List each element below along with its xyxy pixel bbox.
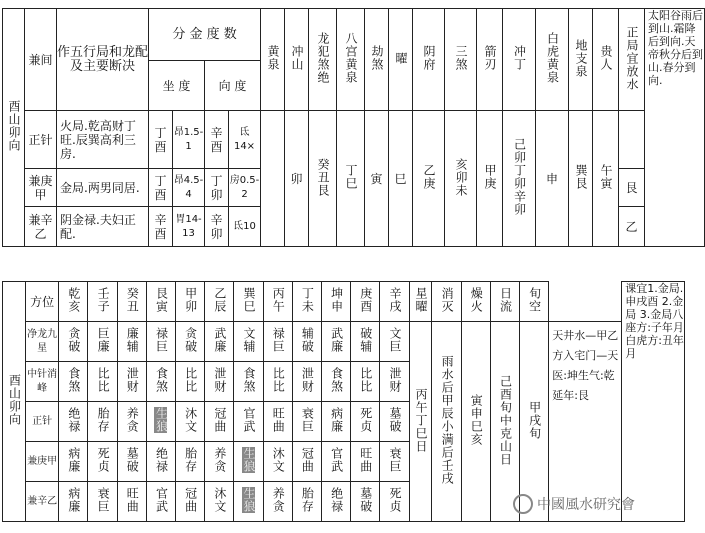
grid-cell: 死贞: [88, 442, 117, 482]
merged-huangquan: [261, 111, 285, 247]
grid-cell: 墓破: [117, 442, 146, 482]
grid-cell: 胎存: [88, 402, 117, 442]
watermark-text: 中國風水研究會: [537, 497, 635, 513]
row-xiangdu: 氐14×: [229, 111, 261, 169]
merged-xiaomie: 雨水后甲辰小满后壬戌: [432, 322, 461, 522]
row-jian: 正针: [25, 111, 57, 169]
grid-cell: 泄财: [205, 362, 234, 402]
header-xingyao: 星曜: [409, 282, 432, 322]
dir-header: 乾亥: [59, 282, 88, 322]
merged-bagong: 丁巳: [337, 111, 365, 247]
grid-cell: 贪破: [176, 322, 205, 362]
header-col-4: 劫煞: [365, 9, 389, 111]
header-zuodu: 坐 度: [149, 61, 205, 111]
grid-cell: 冠曲: [205, 402, 234, 442]
dir-header: 辛戌: [380, 282, 409, 322]
grid-cell: 比比: [88, 362, 117, 402]
fangshui-cell: [619, 111, 645, 169]
row-zuo: 丁酉: [149, 111, 173, 169]
dir-header: 坤申: [321, 282, 350, 322]
grid-cell: 辅破: [292, 322, 321, 362]
grid-cell: 武廉: [321, 322, 350, 362]
row-zuodu: 胃14-13: [173, 207, 205, 247]
header-xunkong: 旬空: [520, 282, 549, 322]
grid-cell: 绝禄: [321, 482, 350, 522]
grid-cell: 官武: [234, 402, 263, 442]
header-col-0: 黄泉: [261, 9, 285, 111]
grid-cell: 胎存: [292, 482, 321, 522]
merged-riliu: 己酉旬中克山日: [490, 322, 519, 522]
grid-cell: 养贪: [117, 402, 146, 442]
grid-cell: 养贪: [263, 482, 292, 522]
header-xiaomie: 消灭: [432, 282, 461, 322]
row-xiangdu: 房0.5-2: [229, 169, 261, 207]
merged-zaohuo: 寅申巳亥: [461, 322, 490, 522]
grid-cell: 病廉: [59, 442, 88, 482]
grid-cell: 食煞: [321, 362, 350, 402]
merged-baihu: 申: [536, 111, 569, 247]
row-jian: 兼辛乙: [25, 207, 57, 247]
merged-yinfu: 乙庚: [413, 111, 445, 247]
merged-note: 天井水—甲乙方入宅门—天医:坤生气:乾延年:艮: [549, 322, 622, 522]
grid-cell: 官武: [321, 442, 350, 482]
header-col-13: 正局宜放水: [619, 9, 645, 111]
merged-yao: 巳: [389, 111, 413, 247]
grid-cell: 泄财: [380, 362, 409, 402]
row-label: 正针: [25, 402, 58, 442]
row-label: 净龙九星: [25, 322, 58, 362]
header-col-9: 冲丁: [503, 9, 536, 111]
dir-header: 癸丑: [117, 282, 146, 322]
merged-jiesha: 寅: [365, 111, 389, 247]
header-fangwei: 方位: [25, 282, 58, 322]
merged-sansha: 亥卯未: [445, 111, 477, 247]
row-label: 中针消峰: [25, 362, 58, 402]
row-desc: 火局.乾高财丁旺.辰巽高利三房.: [57, 111, 149, 169]
dir-header: 巽巳: [234, 282, 263, 322]
row-zuo: 辛酉: [149, 207, 173, 247]
grid-cell: 死贞: [351, 402, 380, 442]
fangshui-cell: 乙: [619, 207, 645, 247]
grid-cell: 冠曲: [292, 442, 321, 482]
lower-table: [2, 281, 685, 522]
row-zuodu: 昂1.5-1: [173, 111, 205, 169]
grid-cell: 绝禄: [59, 402, 88, 442]
fangshui-cell: 艮: [619, 169, 645, 207]
dir-header: 丙午: [263, 282, 292, 322]
merged-jianren: 甲庚: [477, 111, 503, 247]
grid-cell: 贪破: [59, 322, 88, 362]
grid-cell: 衰巨: [380, 442, 409, 482]
row-zuo: 丁酉: [149, 169, 173, 207]
grid-cell: 官武: [146, 482, 175, 522]
header-col-2: 龙犯煞绝: [309, 9, 337, 111]
grid-cell: 旺曲: [117, 482, 146, 522]
wechat-logo-icon: [513, 494, 533, 514]
header-col-10: 白虎黄泉: [536, 9, 569, 111]
grid-cell: 食煞: [146, 362, 175, 402]
merged-chongding: 己卯丁卯辛卯: [503, 111, 536, 247]
grid-cell: 沐文: [176, 402, 205, 442]
dir-header: 庚酉: [351, 282, 380, 322]
grid-cell: 文辅: [234, 322, 263, 362]
grid-cell: 比比: [263, 362, 292, 402]
merged-xunkong: 甲戌旬: [520, 322, 549, 522]
grid-cell: 胎存: [176, 442, 205, 482]
row-xiang: 辛卯: [205, 207, 229, 247]
merged-chongshan: 卯: [285, 111, 309, 247]
grid-cell: 食煞: [59, 362, 88, 402]
header-col-5: 曜: [389, 9, 413, 111]
grid-cell: 墓破: [351, 482, 380, 522]
row-xiangdu: 氐10: [229, 207, 261, 247]
header-col-7: 三煞: [445, 9, 477, 111]
grid-cell-highlight: 生狼: [146, 402, 175, 442]
grid-cell: 病廉: [321, 402, 350, 442]
grid-cell: 衰巨: [88, 482, 117, 522]
dir-header: 丁未: [292, 282, 321, 322]
merged-guiren: 午寅: [593, 111, 619, 247]
merged-longfan: 癸丑艮: [309, 111, 337, 247]
row-label: 兼辛乙: [25, 482, 58, 522]
header-fenjin: 分 金 度 数: [149, 9, 261, 61]
grid-cell: 养贪: [205, 442, 234, 482]
grid-cell: 比比: [351, 362, 380, 402]
watermark: [513, 494, 635, 514]
header-wuxing: 作五行局和龙配及主要断决: [57, 9, 149, 111]
right-note: 太阳谷雨后到山.霜降后到向.天帝秋分后到山.春分到向.: [645, 9, 705, 247]
grid-cell: 沐文: [205, 482, 234, 522]
header-jianjian: 兼间: [25, 9, 57, 111]
grid-cell: 旺曲: [351, 442, 380, 482]
row-zuodu: 昂4.5-4: [173, 169, 205, 207]
grid-cell: 泄财: [117, 362, 146, 402]
dir-header: 乙辰: [205, 282, 234, 322]
grid-cell: 比比: [176, 362, 205, 402]
dir-header: 甲卯: [176, 282, 205, 322]
grid-cell-highlight: 生狼: [234, 482, 263, 522]
grid-cell: 破辅: [351, 322, 380, 362]
grid-cell: 武廉: [205, 322, 234, 362]
header-col-11: 地支泉: [569, 9, 593, 111]
dir-header: 艮寅: [146, 282, 175, 322]
right-head-note: 课宜1.金局.申戌酉 2.金局 3.金局八座方:子年月白虎方:丑年月: [622, 282, 685, 522]
header-col-6: 阴府: [413, 9, 445, 111]
dir-header: 壬子: [88, 282, 117, 322]
grid-cell: 墓破: [380, 402, 409, 442]
grid-cell: 旺曲: [263, 402, 292, 442]
row-xiang: 丁卯: [205, 169, 229, 207]
row-jian: 兼庚甲: [25, 169, 57, 207]
grid-cell: 沐文: [263, 442, 292, 482]
header-zaohuo: 燥火: [461, 282, 490, 322]
header-col-3: 八宫黄泉: [337, 9, 365, 111]
row-desc: 金局.两男同居.: [57, 169, 149, 207]
row-label: 兼庚甲: [25, 442, 58, 482]
grid-cell: 食煞: [234, 362, 263, 402]
grid-cell: 巨廉: [88, 322, 117, 362]
header-riliu: 日流: [490, 282, 519, 322]
upper-table: [2, 8, 705, 247]
grid-cell-highlight: 生狼: [234, 442, 263, 482]
upper-side-label: 酉山卯向: [3, 9, 25, 247]
merged-dizhi: 巽艮: [569, 111, 593, 247]
grid-cell: 泄财: [292, 362, 321, 402]
merged-xingyao: 丙午丁巳日: [409, 322, 432, 522]
grid-cell: 文巨: [380, 322, 409, 362]
grid-cell: 死贞: [380, 482, 409, 522]
lower-side-label: 酉山卯向: [3, 282, 26, 522]
row-desc: 阴金禄.夫妇正配.: [57, 207, 149, 247]
grid-cell: 禄巨: [146, 322, 175, 362]
grid-cell: 绝禄: [146, 442, 175, 482]
header-col-12: 贵人: [593, 9, 619, 111]
row-xiang: 辛酉: [205, 111, 229, 169]
grid-cell: 衰巨: [292, 402, 321, 442]
header-col-1: 冲山: [285, 9, 309, 111]
header-xiangdu: 向 度: [205, 61, 261, 111]
header-col-8: 箭刃: [477, 9, 503, 111]
grid-cell: 冠曲: [176, 482, 205, 522]
grid-cell: 禄巨: [263, 322, 292, 362]
grid-cell: 廉辅: [117, 322, 146, 362]
grid-cell: 病廉: [59, 482, 88, 522]
